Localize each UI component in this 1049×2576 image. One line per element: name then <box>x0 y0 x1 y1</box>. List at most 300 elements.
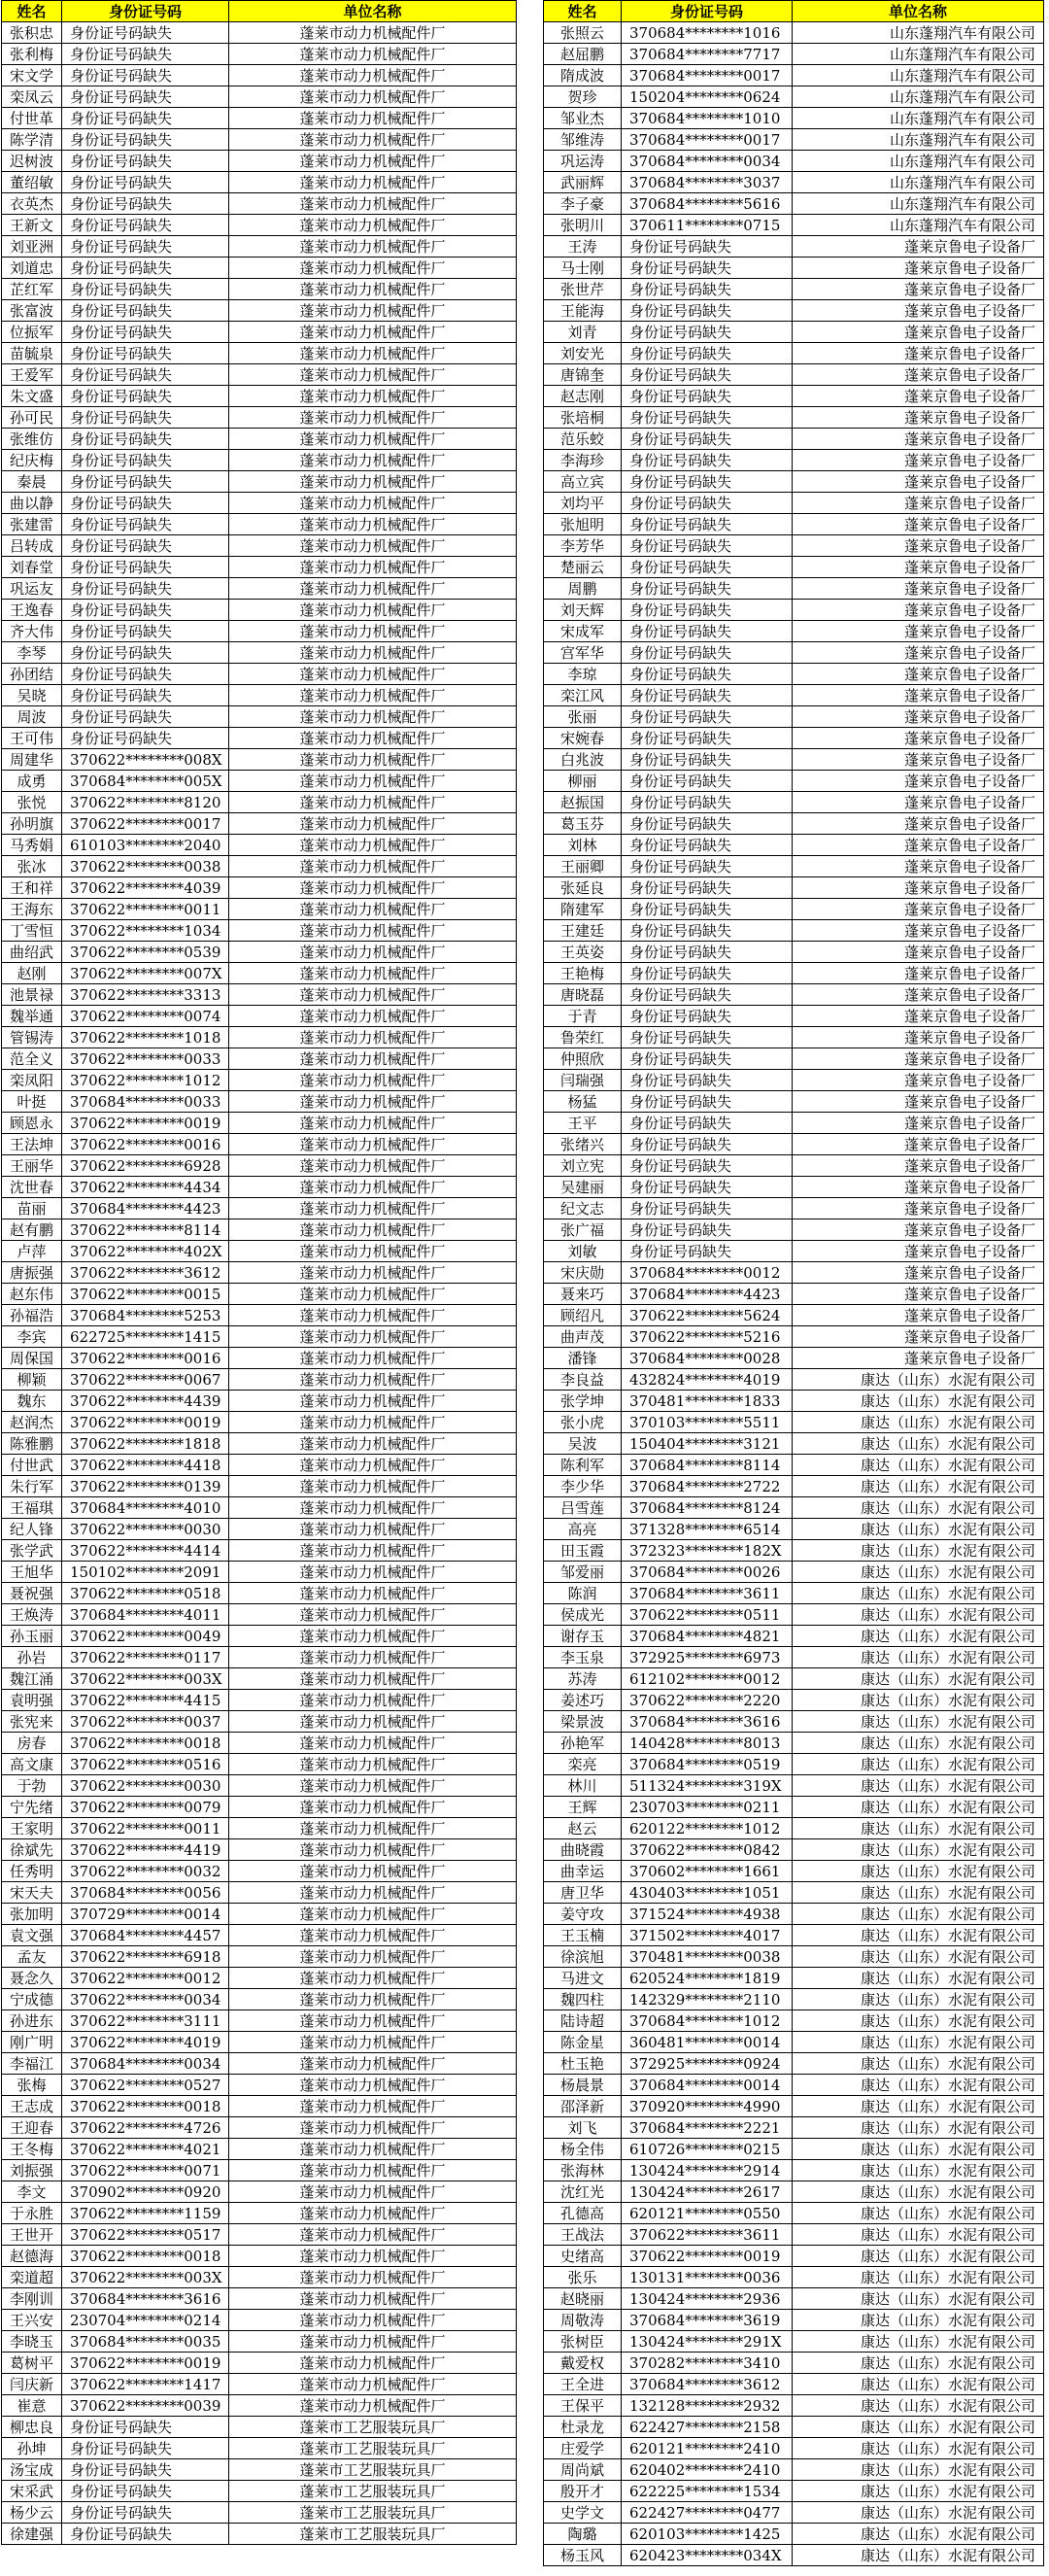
person-name-cell: 张培桐 <box>544 407 622 429</box>
table-row <box>2 1647 517 1668</box>
employer-cell: 蓬莱市动力机械配件厂 <box>229 1626 517 1647</box>
table-row <box>2 1497 517 1519</box>
person-name-cell: 周鹏 <box>544 578 622 600</box>
id-number-cell: 370622********0842 <box>622 1839 793 1861</box>
id-number-cell: 370684********8114 <box>622 1455 793 1476</box>
id-number-cell: 身份证号码缺失 <box>622 471 793 493</box>
person-name-cell: 付世革 <box>2 108 62 129</box>
table-row <box>2 1968 517 1989</box>
person-name-cell: 吴建丽 <box>544 1177 622 1198</box>
id-number-cell: 身份证号码缺失 <box>62 557 229 578</box>
table-row <box>2 2246 517 2267</box>
unit-column-header: 单位名称 <box>793 1 1044 22</box>
table-row <box>2 364 517 386</box>
person-name-cell: 隋建军 <box>544 899 622 920</box>
employer-cell: 蓬莱京鲁电子设备厂 <box>793 835 1044 856</box>
id-number-cell: 身份证号码缺失 <box>62 471 229 493</box>
employer-cell: 蓬莱市动力机械配件厂 <box>229 2353 517 2374</box>
table-row <box>2 1134 517 1155</box>
id-number-cell: 身份证号码缺失 <box>622 236 793 258</box>
table-row <box>2 44 517 65</box>
employer-cell: 蓬莱市动力机械配件厂 <box>229 493 517 514</box>
name-column-header: 姓名 <box>544 1 622 22</box>
person-name-cell: 杨猛 <box>544 1091 622 1113</box>
person-name-cell: 王旭华 <box>2 1562 62 1583</box>
table-row <box>2 471 517 493</box>
person-name-cell: 孙坤 <box>2 2438 62 2459</box>
employer-cell: 康达（山东）水泥有限公司 <box>793 1839 1044 1861</box>
id-number-cell: 622427********2158 <box>622 2417 793 2438</box>
id-number-cell: 370622********0038 <box>62 856 229 877</box>
employer-cell: 蓬莱市动力机械配件厂 <box>229 578 517 600</box>
id-number-cell: 身份证号码缺失 <box>62 386 229 407</box>
employer-cell: 山东蓬翔汽车有限公司 <box>793 44 1044 65</box>
left-table-body <box>2 22 517 2545</box>
person-name-cell: 刘春堂 <box>2 557 62 578</box>
person-name-cell: 赵晓丽 <box>544 2288 622 2310</box>
id-number-cell: 身份证号码缺失 <box>62 86 229 108</box>
person-name-cell: 侯成光 <box>544 1604 622 1626</box>
table-row <box>544 984 1044 1006</box>
table-row <box>544 108 1044 129</box>
employer-cell: 蓬莱市动力机械配件厂 <box>229 108 517 129</box>
employer-cell: 蓬莱市动力机械配件厂 <box>229 1562 517 1583</box>
table-row <box>544 2203 1044 2224</box>
person-name-cell: 葛树平 <box>2 2353 62 2374</box>
employer-cell: 康达（山东）水泥有限公司 <box>793 1882 1044 1904</box>
person-name-cell: 张冰 <box>2 856 62 877</box>
id-number-cell: 身份证号码缺失 <box>62 642 229 664</box>
employer-cell: 蓬莱市动力机械配件厂 <box>229 1711 517 1733</box>
table-row <box>544 1775 1044 1797</box>
id-number-cell: 370622********6918 <box>62 1946 229 1968</box>
table-row <box>2 1113 517 1134</box>
table-row <box>2 2075 517 2096</box>
table-row <box>544 22 1044 44</box>
id-column-header: 身份证号码 <box>62 1 229 22</box>
person-name-cell: 邹维涛 <box>544 129 622 151</box>
person-name-cell: 张明川 <box>544 215 622 236</box>
person-name-cell: 刘立宪 <box>544 1155 622 1177</box>
table-row <box>2 1348 517 1369</box>
table-row <box>544 2459 1044 2481</box>
id-number-cell: 370684********7717 <box>622 44 793 65</box>
person-name-cell: 李海珍 <box>544 450 622 471</box>
id-number-cell: 身份证号码缺失 <box>62 685 229 706</box>
id-number-cell: 身份证号码缺失 <box>622 300 793 322</box>
employer-cell: 山东蓬翔汽车有限公司 <box>793 108 1044 129</box>
id-number-cell: 370684********0026 <box>622 1562 793 1583</box>
table-row <box>2 1091 517 1113</box>
employer-cell: 蓬莱京鲁电子设备厂 <box>793 493 1044 514</box>
table-row <box>544 771 1044 792</box>
person-name-cell: 苗毓泉 <box>2 343 62 364</box>
id-number-cell: 150404********3121 <box>622 1433 793 1455</box>
table-row <box>544 557 1044 578</box>
table-row <box>544 1455 1044 1476</box>
employer-cell: 蓬莱市工艺服装玩具厂 <box>229 2417 517 2438</box>
table-row <box>2 2331 517 2353</box>
person-name-cell: 马进文 <box>544 1968 622 1989</box>
id-number-cell: 身份证号码缺失 <box>622 1027 793 1048</box>
id-number-cell: 身份证号码缺失 <box>622 664 793 685</box>
right-table-body <box>544 22 1044 2566</box>
employer-cell: 蓬莱市动力机械配件厂 <box>229 1326 517 1348</box>
employer-cell: 蓬莱市动力机械配件厂 <box>229 535 517 557</box>
person-name-cell: 邵泽新 <box>544 2096 622 2117</box>
table-row <box>2 1219 517 1241</box>
person-name-cell: 张学坤 <box>544 1391 622 1412</box>
employer-cell: 蓬莱京鲁电子设备厂 <box>793 1027 1044 1048</box>
employer-cell: 蓬莱京鲁电子设备厂 <box>793 1155 1044 1177</box>
employer-cell: 康达（山东）水泥有限公司 <box>793 2545 1044 2566</box>
person-name-cell: 孙福浩 <box>2 1305 62 1326</box>
table-row <box>2 2267 517 2288</box>
employer-cell: 蓬莱市动力机械配件厂 <box>229 1455 517 1476</box>
table-row <box>2 877 517 899</box>
employer-cell: 蓬莱市动力机械配件厂 <box>229 1048 517 1070</box>
employer-cell: 蓬莱市动力机械配件厂 <box>229 343 517 364</box>
table-row <box>2 1070 517 1091</box>
employer-cell: 蓬莱市动力机械配件厂 <box>229 2203 517 2224</box>
id-number-cell: 620121********0550 <box>622 2203 793 2224</box>
id-number-cell: 370622********0018 <box>62 1733 229 1754</box>
employer-cell: 蓬莱市动力机械配件厂 <box>229 706 517 728</box>
table-row <box>544 1733 1044 1754</box>
table-row <box>544 258 1044 279</box>
employer-cell: 康达（山东）水泥有限公司 <box>793 2331 1044 2353</box>
table-row <box>2 2481 517 2502</box>
person-name-cell: 孙进东 <box>2 2010 62 2032</box>
id-number-cell: 370622********4419 <box>62 1839 229 1861</box>
id-number-cell: 622427********0477 <box>622 2502 793 2524</box>
employer-cell: 蓬莱市工艺服装玩具厂 <box>229 2524 517 2545</box>
id-number-cell: 身份证号码缺失 <box>622 1198 793 1219</box>
id-number-cell: 511324********319X <box>622 1775 793 1797</box>
id-number-cell: 372323********182X <box>622 1540 793 1562</box>
id-number-cell: 身份证号码缺失 <box>622 600 793 621</box>
id-number-cell: 身份证号码缺失 <box>62 364 229 386</box>
employer-cell: 蓬莱京鲁电子设备厂 <box>793 429 1044 450</box>
id-number-cell: 身份证号码缺失 <box>622 1091 793 1113</box>
employer-cell: 蓬莱市动力机械配件厂 <box>229 1946 517 1968</box>
person-name-cell: 房春 <box>2 1733 62 1754</box>
id-number-cell: 370622********0018 <box>62 2096 229 2117</box>
person-name-cell: 张延良 <box>544 877 622 899</box>
employer-cell: 康达（山东）水泥有限公司 <box>793 2267 1044 2288</box>
person-name-cell: 姜守攻 <box>544 1904 622 1925</box>
person-name-cell: 王可伟 <box>2 728 62 749</box>
id-number-cell: 130424********2914 <box>622 2160 793 2181</box>
id-number-cell: 370622********0012 <box>62 1968 229 1989</box>
employer-cell: 康达（山东）水泥有限公司 <box>793 1369 1044 1391</box>
table-row <box>2 1476 517 1497</box>
table-row <box>544 1241 1044 1262</box>
person-name-cell: 丁雪恒 <box>2 920 62 942</box>
person-name-cell: 刘振强 <box>2 2160 62 2181</box>
id-number-cell: 身份证号码缺失 <box>622 792 793 813</box>
table-row <box>544 1006 1044 1027</box>
id-number-cell: 370481********1833 <box>622 1391 793 1412</box>
table-row <box>544 642 1044 664</box>
table-row <box>544 172 1044 193</box>
person-name-cell: 纪庆梅 <box>2 450 62 471</box>
table-row <box>544 2310 1044 2331</box>
person-name-cell: 魏四柱 <box>544 1989 622 2010</box>
employer-cell: 山东蓬翔汽车有限公司 <box>793 65 1044 86</box>
id-number-cell: 370622********008X <box>62 749 229 771</box>
id-number-cell: 身份证号码缺失 <box>622 920 793 942</box>
employer-cell: 康达（山东）水泥有限公司 <box>793 1775 1044 1797</box>
employer-cell: 蓬莱京鲁电子设备厂 <box>793 1262 1044 1284</box>
person-name-cell: 唐振强 <box>2 1262 62 1284</box>
table-row <box>544 535 1044 557</box>
table-row <box>544 1497 1044 1519</box>
id-number-cell: 620122********1012 <box>622 1818 793 1839</box>
table-row <box>544 1604 1044 1626</box>
person-name-cell: 王冬梅 <box>2 2139 62 2160</box>
person-name-cell: 刘均平 <box>544 493 622 514</box>
id-number-cell: 370622********2220 <box>622 1690 793 1711</box>
id-number-cell: 370622********0074 <box>62 1006 229 1027</box>
table-row <box>544 1391 1044 1412</box>
employer-cell: 蓬莱市动力机械配件厂 <box>229 685 517 706</box>
id-number-cell: 370622********3111 <box>62 2010 229 2032</box>
table-row <box>544 1284 1044 1305</box>
id-number-cell: 身份证号码缺失 <box>62 193 229 215</box>
table-row <box>544 2117 1044 2139</box>
table-row <box>544 1326 1044 1348</box>
person-name-cell: 张利梅 <box>2 44 62 65</box>
employer-cell: 康达（山东）水泥有限公司 <box>793 1476 1044 1497</box>
id-number-cell: 身份证号码缺失 <box>62 2438 229 2459</box>
employer-cell: 康达（山东）水泥有限公司 <box>793 1818 1044 1839</box>
table-row <box>2 1583 517 1604</box>
employer-cell: 康达（山东）水泥有限公司 <box>793 1711 1044 1733</box>
person-name-cell: 周敬涛 <box>544 2310 622 2331</box>
table-row <box>2 642 517 664</box>
employer-cell: 康达（山东）水泥有限公司 <box>793 1497 1044 1519</box>
person-name-cell: 高立宾 <box>544 471 622 493</box>
id-number-cell: 身份证号码缺失 <box>622 1048 793 1070</box>
employer-cell: 蓬莱市动力机械配件厂 <box>229 129 517 151</box>
employer-cell: 蓬莱市动力机械配件厂 <box>229 1754 517 1775</box>
person-name-cell: 顾绍凡 <box>544 1305 622 1326</box>
table-row <box>2 429 517 450</box>
person-name-cell: 高亮 <box>544 1519 622 1540</box>
person-name-cell: 张悦 <box>2 792 62 813</box>
table-row <box>544 2010 1044 2032</box>
header-row <box>544 1 1044 22</box>
person-name-cell: 苏涛 <box>544 1668 622 1690</box>
table-row <box>2 1925 517 1946</box>
person-name-cell: 孙明旗 <box>2 813 62 835</box>
employer-cell: 蓬莱市动力机械配件厂 <box>229 2075 517 2096</box>
employer-cell: 蓬莱京鲁电子设备厂 <box>793 343 1044 364</box>
employer-cell: 蓬莱京鲁电子设备厂 <box>793 728 1044 749</box>
employer-cell: 康达（山东）水泥有限公司 <box>793 2502 1044 2524</box>
employer-cell: 山东蓬翔汽车有限公司 <box>793 22 1044 44</box>
table-row <box>2 771 517 792</box>
id-number-cell: 身份证号码缺失 <box>62 621 229 642</box>
id-number-cell: 身份证号码缺失 <box>622 1155 793 1177</box>
person-name-cell: 唐晓磊 <box>544 984 622 1006</box>
employer-cell: 康达（山东）水泥有限公司 <box>793 2288 1044 2310</box>
table-row <box>544 1690 1044 1711</box>
employer-cell: 蓬莱市动力机械配件厂 <box>229 1006 517 1027</box>
person-name-cell: 杜玉艳 <box>544 2053 622 2075</box>
id-number-cell: 370622********3313 <box>62 984 229 1006</box>
id-number-cell: 370622********4039 <box>62 877 229 899</box>
table-row <box>544 1668 1044 1690</box>
id-number-cell: 370622********0016 <box>62 1134 229 1155</box>
employer-cell: 蓬莱市动力机械配件厂 <box>229 1968 517 1989</box>
employer-cell: 蓬莱市动力机械配件厂 <box>229 1540 517 1562</box>
table-row <box>2 1369 517 1391</box>
person-name-cell: 王艳梅 <box>544 963 622 984</box>
id-number-cell: 370622********3611 <box>622 2224 793 2246</box>
id-number-cell: 身份证号码缺失 <box>62 706 229 728</box>
person-name-cell: 杜录龙 <box>544 2417 622 2438</box>
person-name-cell: 梁景波 <box>544 1711 622 1733</box>
employer-cell: 蓬莱市动力机械配件厂 <box>229 600 517 621</box>
employer-cell: 康达（山东）水泥有限公司 <box>793 1861 1044 1882</box>
employer-cell: 蓬莱市动力机械配件厂 <box>229 1797 517 1818</box>
person-name-cell: 王海东 <box>2 899 62 920</box>
id-number-cell: 370622********0015 <box>62 1284 229 1305</box>
id-number-cell: 身份证号码缺失 <box>62 151 229 172</box>
table-row <box>544 1476 1044 1497</box>
person-name-cell: 袁明强 <box>2 1690 62 1711</box>
person-name-cell: 戴爱权 <box>544 2353 622 2374</box>
id-number-cell: 370622********0030 <box>62 1519 229 1540</box>
table-row <box>544 1134 1044 1155</box>
employer-cell: 康达（山东）水泥有限公司 <box>793 1690 1044 1711</box>
id-number-cell: 身份证号码缺失 <box>622 856 793 877</box>
employer-cell: 蓬莱京鲁电子设备厂 <box>793 1305 1044 1326</box>
table-row <box>544 193 1044 215</box>
employer-cell: 蓬莱市动力机械配件厂 <box>229 1604 517 1626</box>
id-number-cell: 370622********0518 <box>62 1583 229 1604</box>
person-name-cell: 曲幸运 <box>544 1861 622 1882</box>
id-number-cell: 432824********4019 <box>622 1369 793 1391</box>
id-number-cell: 230703********0211 <box>622 1797 793 1818</box>
person-name-cell: 张丽 <box>544 706 622 728</box>
person-name-cell: 迟树波 <box>2 151 62 172</box>
table-row <box>2 963 517 984</box>
id-number-cell: 370684********0017 <box>622 65 793 86</box>
id-number-cell: 身份证号码缺失 <box>622 1070 793 1091</box>
employer-cell: 蓬莱市动力机械配件厂 <box>229 1177 517 1198</box>
table-row <box>544 236 1044 258</box>
table-row <box>544 1882 1044 1904</box>
table-row <box>2 343 517 364</box>
person-name-cell: 朱行军 <box>2 1476 62 1497</box>
id-number-cell: 370622********4415 <box>62 1690 229 1711</box>
id-number-cell: 230704********0214 <box>62 2310 229 2331</box>
person-name-cell: 刘亚洲 <box>2 236 62 258</box>
id-number-cell: 身份证号码缺失 <box>62 108 229 129</box>
employer-cell: 蓬莱京鲁电子设备厂 <box>793 771 1044 792</box>
table-row <box>544 1155 1044 1177</box>
id-number-cell: 370622********4434 <box>62 1177 229 1198</box>
employer-cell: 康达（山东）水泥有限公司 <box>793 1754 1044 1775</box>
table-row <box>544 706 1044 728</box>
employer-cell: 蓬莱京鲁电子设备厂 <box>793 450 1044 471</box>
employer-cell: 蓬莱市动力机械配件厂 <box>229 65 517 86</box>
employer-cell: 康达（山东）水泥有限公司 <box>793 2395 1044 2417</box>
employer-cell: 蓬莱京鲁电子设备厂 <box>793 899 1044 920</box>
employer-cell: 康达（山东）水泥有限公司 <box>793 1540 1044 1562</box>
employer-cell: 蓬莱市动力机械配件厂 <box>229 172 517 193</box>
person-name-cell: 隋成波 <box>544 65 622 86</box>
employer-cell: 蓬莱市动力机械配件厂 <box>229 2331 517 2353</box>
table-row <box>544 1626 1044 1647</box>
table-row <box>2 2053 517 2075</box>
table-row <box>2 2288 517 2310</box>
id-number-cell: 370684********5616 <box>622 193 793 215</box>
person-name-cell: 杨少云 <box>2 2502 62 2524</box>
person-name-cell: 张照云 <box>544 22 622 44</box>
person-name-cell: 赵志刚 <box>544 386 622 407</box>
id-number-cell: 身份证号码缺失 <box>62 493 229 514</box>
employer-cell: 蓬莱市动力机械配件厂 <box>229 1284 517 1305</box>
employer-cell: 蓬莱市动力机械配件厂 <box>229 2288 517 2310</box>
table-row <box>544 2374 1044 2395</box>
person-name-cell: 吕转成 <box>2 535 62 557</box>
employer-cell: 蓬莱市动力机械配件厂 <box>229 920 517 942</box>
table-row <box>544 2267 1044 2288</box>
employer-cell: 蓬莱市动力机械配件厂 <box>229 151 517 172</box>
table-row <box>544 856 1044 877</box>
person-name-cell: 武丽辉 <box>544 172 622 193</box>
table-row <box>544 151 1044 172</box>
person-name-cell: 白兆波 <box>544 749 622 771</box>
id-number-cell: 370622********402X <box>62 1241 229 1262</box>
id-number-cell: 身份证号码缺失 <box>62 2481 229 2502</box>
employer-cell: 蓬莱市动力机械配件厂 <box>229 2267 517 2288</box>
person-name-cell: 刘林 <box>544 835 622 856</box>
employer-cell: 蓬莱市动力机械配件厂 <box>229 1519 517 1540</box>
id-number-cell: 370684********3616 <box>622 1711 793 1733</box>
person-name-cell: 李子豪 <box>544 193 622 215</box>
table-row <box>544 1904 1044 1925</box>
person-name-cell: 赵东伟 <box>2 1284 62 1305</box>
table-row <box>2 1177 517 1198</box>
employer-cell: 蓬莱市动力机械配件厂 <box>229 963 517 984</box>
employer-cell: 康达（山东）水泥有限公司 <box>793 1989 1044 2010</box>
table-row <box>2 1711 517 1733</box>
table-row <box>2 1391 517 1412</box>
table-row <box>544 1583 1044 1604</box>
id-number-cell: 身份证号码缺失 <box>622 557 793 578</box>
table-row <box>2 1904 517 1925</box>
employer-cell: 蓬莱市动力机械配件厂 <box>229 749 517 771</box>
table-row <box>544 364 1044 386</box>
person-name-cell: 张绪兴 <box>544 1134 622 1155</box>
id-number-cell: 612102********0012 <box>622 1668 793 1690</box>
id-number-cell: 370622********1034 <box>62 920 229 942</box>
employer-cell: 蓬莱市动力机械配件厂 <box>229 2053 517 2075</box>
table-row <box>544 2075 1044 2096</box>
employer-cell: 蓬莱市动力机械配件厂 <box>229 1733 517 1754</box>
table-row <box>2 1562 517 1583</box>
person-name-cell: 杨玉风 <box>544 2545 622 2566</box>
person-name-cell: 殷开才 <box>544 2481 622 2502</box>
id-number-cell: 620524********1819 <box>622 1968 793 1989</box>
table-row <box>2 1668 517 1690</box>
employer-cell: 蓬莱京鲁电子设备厂 <box>793 792 1044 813</box>
